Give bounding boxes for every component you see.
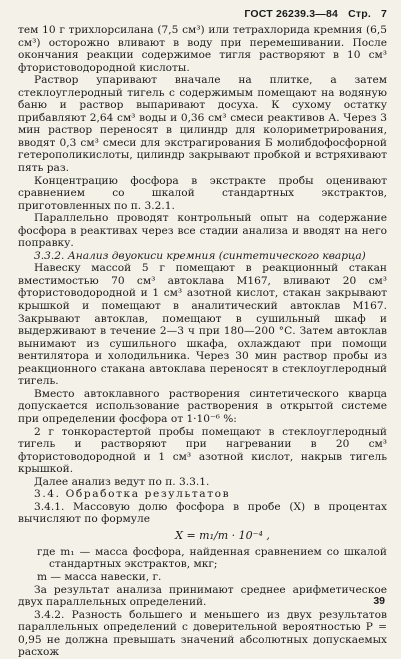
paragraph: тем 10 г трихлорсилана (7,5 см³) или тетрахлорида кремния (6,5 см³) осторожно вливают в воду при перемешивании. После окончания реакции содержимое тигля растворяют в 10 см³ фтористоводородной кислоты. <box>18 24 387 74</box>
paragraph: Концентрацию фосфора в экстракте пробы оценивают сравнением со шкалой стандартных экстрактов, приготовленных по п. 3.2.1. <box>18 174 387 212</box>
paragraph: 2 г тонкорастертой пробы помещают в стеклоуглеродный тигель и растворяют при нагревании в 20 см³ фтористоводородной и 1 см³ азотной кислот, накрыв тигель крышкой. <box>18 425 387 476</box>
header-page-number: 7 <box>380 8 387 20</box>
section-heading: 3.4. Обработка результатов <box>34 488 231 501</box>
page-number: 39 <box>373 595 385 607</box>
definition: где m₁ — масса фосфора, найденная сравнением со шкалой стандартных экстрактов, мкг; <box>37 545 387 571</box>
paragraph: Далее анализ ведут по п. 3.3.1. <box>34 475 210 488</box>
formula: X = m₁/m · 10⁻⁴ , <box>175 528 270 542</box>
paragraph: 3.4.1. Массовую долю фосфора в пробе (X) в процентах вычисляют по формуле <box>18 500 387 526</box>
paragraph: Вместо автоклавного растворения синтетического кварца допускается использование растворения в открытой системе при определении фосфора от 1·10⁻⁶ %: <box>18 387 387 425</box>
paragraph: Навеску массой 5 г помещают в реакционный стакан вместимостью 70 см³ автоклава М167, вливают 20 см³ фтористоводородной и 1 см³ азотной кислот, стакан закрывают крышкой и помещают в аналитический автоклав М167. Закрывают автоклав, помещают в сушильный шкаф и выдерживают в течение 2—3 ч при 180—200 °С. Затем автоклав вынимают из сушильного шкафа, охлаждают при помощи вентилятора и холодильника. Через 30 мин раствор пробы из реакционного стакана автоклава переносят в стеклоуглеродный тигель. <box>18 262 387 388</box>
paragraph: 3.4.2. Разность большего и меньшего из двух результатов параллельных определений с доверительной вероятностью P = 0,95 не должна превышать значений абсолютных допускаемых расхож <box>18 608 387 659</box>
page-label: Стр. <box>348 8 371 20</box>
running-header <box>18 8 387 24</box>
paragraph: За результат анализа принимают среднее арифметическое двух параллельных определений. <box>18 583 387 609</box>
paragraph: Параллельно проводят контрольный опыт на содержание фосфора в реактивах через все стадии анализа и вводят на него поправку. <box>18 212 387 250</box>
body-text <box>18 24 387 659</box>
standard-number: ГОСТ 26239.3—84 <box>244 8 339 20</box>
paragraph: Раствор упаривают вначале на плитке, а затем стеклоуглеродный тигель с содержимым помещают на водяную баню и раствор выпаривают досуха. К сухому остатку прибавляют 2,64 см³ воды и 0,36 см³ смеси реактивов А. Через 3 мин раствор переносят в цилиндр для колориметрирования, вводят 0,3 см³ смеси для экстрагирования Б молибдофосфорной гетерополикислоты, цилиндр закрывают пробкой и встряхивают пять раз. <box>18 74 387 175</box>
section-heading: 3.3.2. Анализ двуокиси кремния (синтетического кварца) <box>34 249 366 262</box>
definition: m — масса навески, г. <box>37 570 162 583</box>
